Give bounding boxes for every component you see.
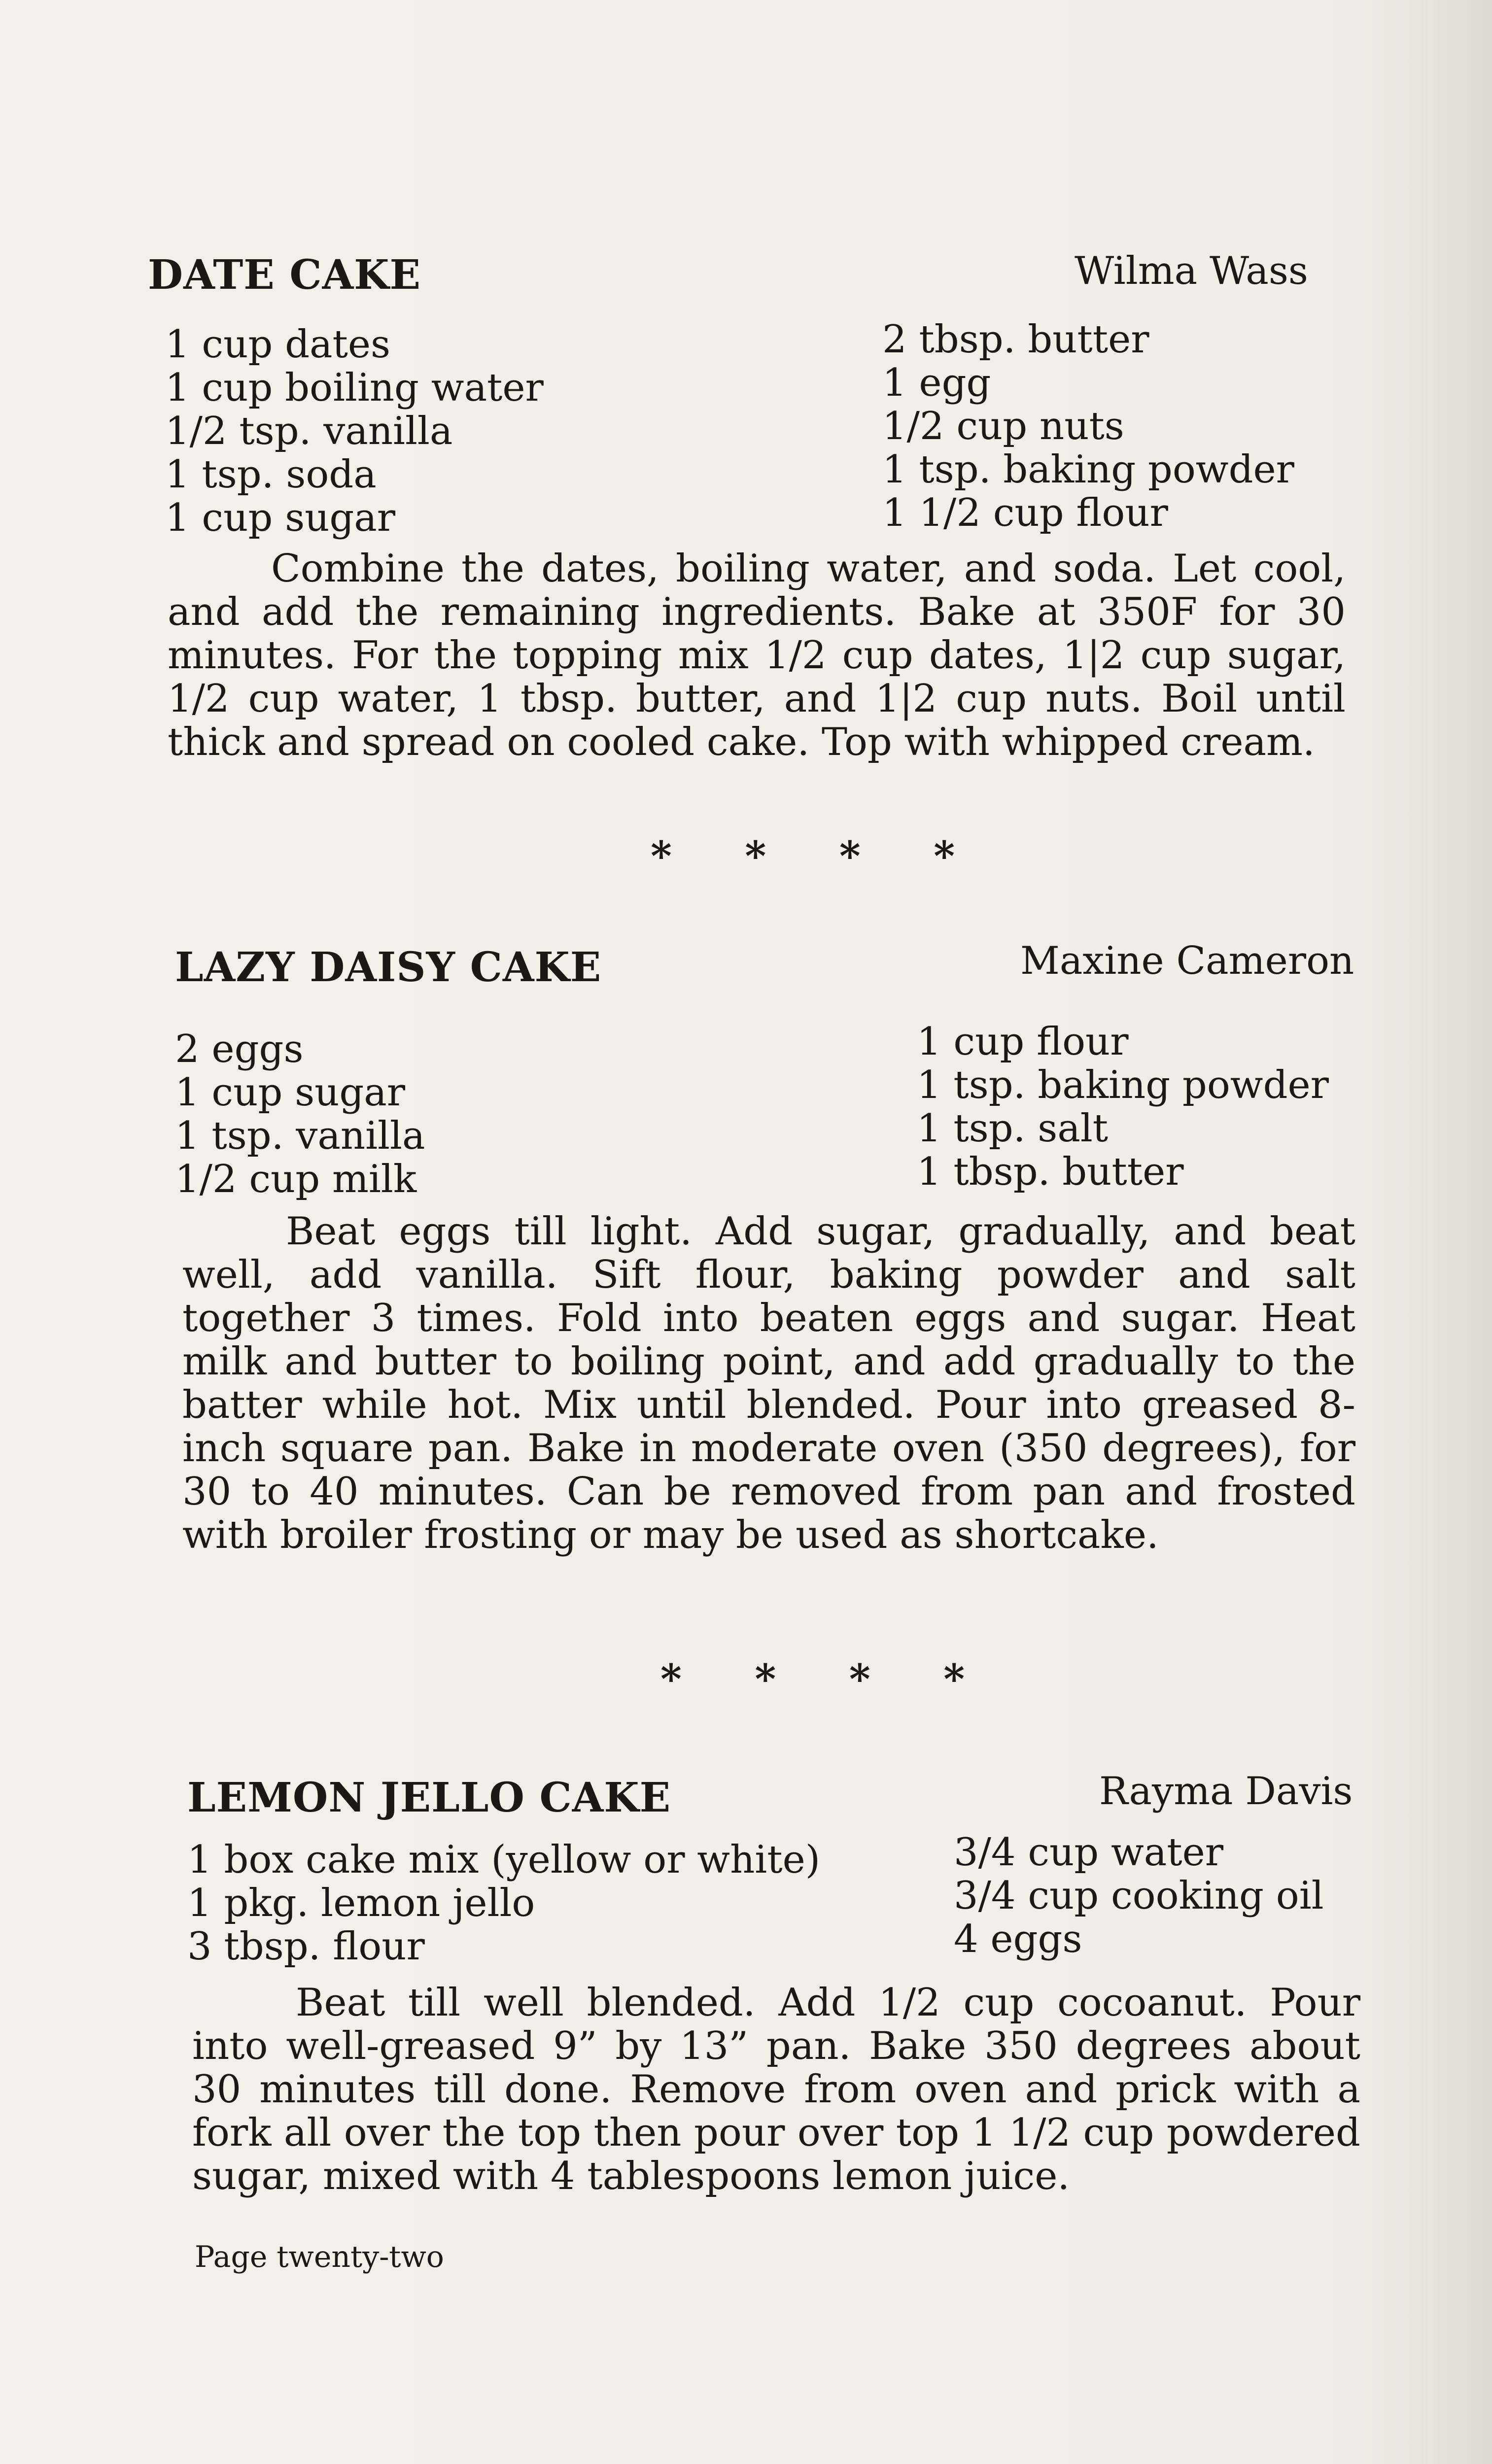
ingredient: 4 eggs — [954, 1917, 1082, 1961]
ingredient: 1 tsp. soda — [165, 452, 377, 497]
ingredient: 1/2 tsp. vanilla — [165, 409, 453, 453]
ingredient: 1 pkg. lemon jello — [187, 1881, 535, 1925]
ingredient: 1 cup boiling water — [165, 366, 544, 410]
recipe-title: LEMON JELLO CAKE — [187, 1774, 671, 1821]
ingredient: 3/4 cup water — [954, 1830, 1224, 1875]
recipe-directions: Beat till well blended. Add 1/2 cup cocoanut. Pour into well-greased 9” by 13” pan. Bake 350 degrees about 30 minutes till done. Remove from oven and prick with a fork all over the top then pour over top 1 1/2 cup powdered sugar, mixed with 4 tablespoons lemon juice. — [192, 1981, 1360, 2198]
recipe-title: DATE CAKE — [148, 251, 421, 299]
ingredient: 1 tsp. vanilla — [175, 1114, 425, 1158]
separator: * * * * — [651, 833, 985, 880]
recipe-directions: Beat eggs till light. Add sugar, gradually, and beat well, add vanilla. Sift flour, baking powder and salt together 3 times. Fold into beaten eggs and sugar. Heat milk and butter to boiling point, and add gradually to the batter while hot. Mix until blended. Pour into greased 8-inch square pan. Bake in moderate oven (350 degrees), for 30 to 40 minutes. Can be removed from pan and frosted with broiler frosting or may be used as shortcake. — [182, 1209, 1355, 1557]
ingredient: 3 tbsp. flour — [187, 1924, 425, 1969]
ingredient: 1 1/2 cup flour — [882, 491, 1168, 535]
ingredient: 1 tsp. baking powder — [917, 1063, 1329, 1107]
ingredient: 1 tbsp. butter — [917, 1150, 1184, 1194]
ingredient: 1 cup sugar — [175, 1070, 406, 1115]
ingredient: 1/2 cup milk — [175, 1157, 417, 1201]
ingredient: 1 cup dates — [165, 322, 391, 367]
ingredient: 1 tsp. baking powder — [882, 447, 1294, 492]
recipe-title: LAZY DAISY CAKE — [175, 944, 602, 991]
recipe-author: Maxine Cameron — [1020, 939, 1354, 983]
ingredient: 1 tsp. salt — [917, 1106, 1109, 1151]
ingredient: 2 eggs — [175, 1027, 304, 1071]
ingredient: 3/4 cup cooking oil — [954, 1874, 1324, 1918]
ingredients-right — [917, 1020, 1329, 1194]
ingredient: 1 cup flour — [917, 1020, 1129, 1064]
separator: * * * * — [660, 1656, 995, 1703]
ingredients-right — [882, 318, 1294, 535]
recipe-author: Wilma Wass — [1075, 249, 1308, 293]
ingredients-left — [175, 1027, 425, 1201]
ingredients-left — [187, 1838, 820, 1968]
ingredient: 1 cup sugar — [165, 496, 396, 540]
recipe-directions: Combine the dates, boiling water, and soda. Let cool, and add the remaining ingredients. Bake at 350F for 30 minutes. For the topping mix 1/2 cup dates, 1|2 cup sugar, 1/2 cup water, 1 tbsp. butter, and 1|2 cup nuts. Boil until thick and spread on cooled cake. Top with whipped cream. — [168, 547, 1346, 764]
page-number: Page twenty-two — [195, 2240, 444, 2274]
ingredient: 1 egg — [882, 361, 991, 405]
ingredient: 2 tbsp. butter — [882, 317, 1149, 362]
ingredients-right — [954, 1831, 1324, 1961]
ingredient: 1 box cake mix (yellow or white) — [187, 1838, 821, 1882]
ingredients-left — [165, 323, 544, 540]
ingredient: 1/2 cup nuts — [882, 404, 1124, 448]
recipe-author: Rayma Davis — [1099, 1769, 1353, 1814]
